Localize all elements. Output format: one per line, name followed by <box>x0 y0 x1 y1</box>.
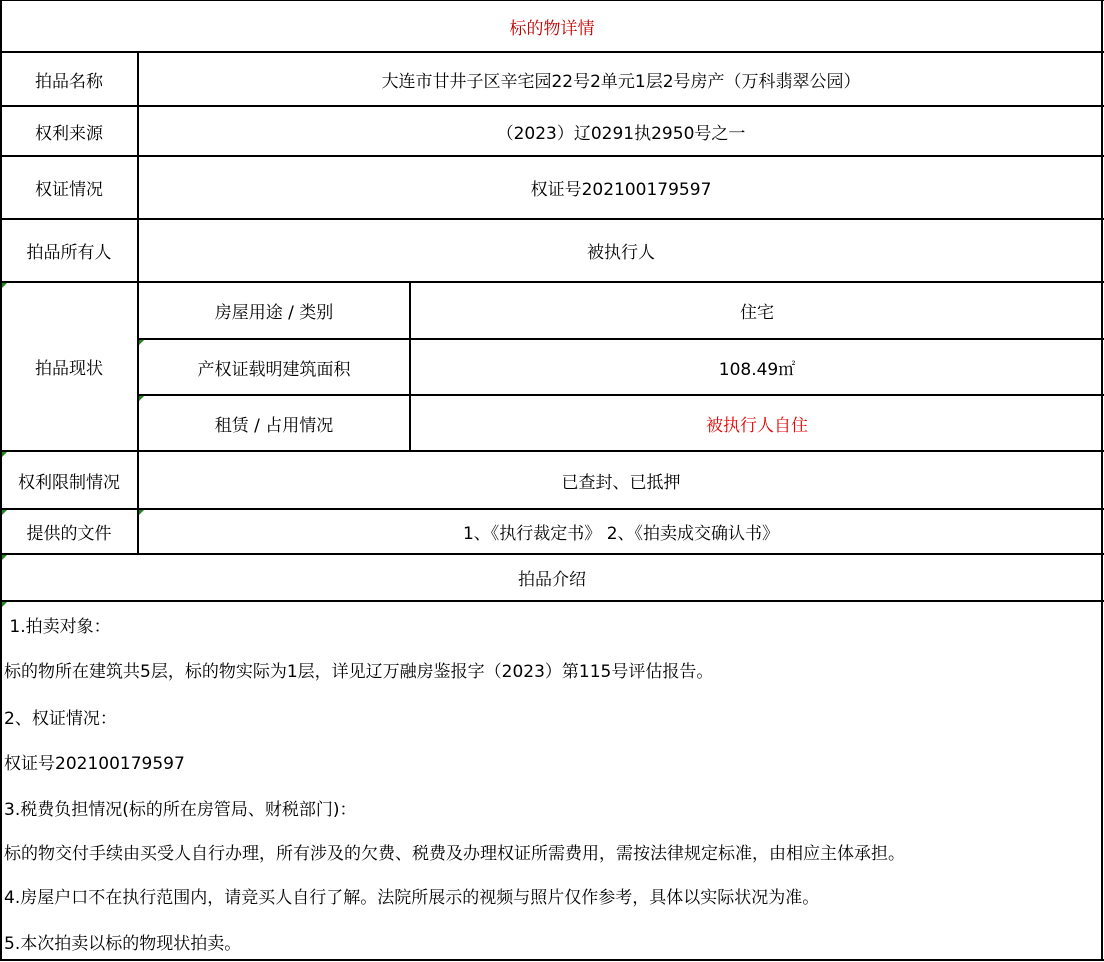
intro-paragraph: 3.税费负担情况(标的所在房管局、财税部门)： <box>4 800 357 820</box>
label-lease: 租赁 / 占用情况 <box>214 415 334 436</box>
value-item-name: 大连市甘井子区辛宅园22号2单元1层2号房产（万科翡翠公园） <box>381 71 861 92</box>
intro-heading: 拍品介绍 <box>518 570 586 590</box>
value-certificate: 权证号202100179597 <box>530 180 712 200</box>
label-owner: 拍品所有人 <box>26 243 112 263</box>
page-title: 标的物详情 <box>509 18 595 39</box>
value-area: 108.49㎡ <box>718 359 796 380</box>
label-documents: 提供的文件 <box>26 524 112 544</box>
intro-paragraph: 5.本次拍卖以标的物现状拍卖。 <box>4 934 242 954</box>
value-rights-source: （2023）辽0291执2950号之一 <box>496 123 746 144</box>
intro-paragraph: 标的物所在建筑共5层，标的物实际为1层，详见辽万融房鉴报字（2023）第115号评估报告。 <box>4 662 714 682</box>
label-certificate: 权证情况 <box>35 180 103 200</box>
intro-paragraph: 2、权证情况： <box>4 709 117 729</box>
value-documents: 1、《执行裁定书》 2、《拍卖成交确认书》 <box>462 524 780 544</box>
intro-paragraph: 1.拍卖对象： <box>4 617 111 637</box>
intro-paragraph: 标的物交付手续由买受人自行办理，所有涉及的欠费、税费及办理权证所需费用，需按法律规定标准，由相应主体承担。 <box>4 844 905 864</box>
label-area: 产权证载明建筑面积 <box>197 359 351 380</box>
label-item-status: 拍品现状 <box>35 359 103 379</box>
label-rights-source: 权利来源 <box>35 123 103 144</box>
intro-paragraph: 权证号202100179597 <box>4 754 185 774</box>
label-usage: 房屋用途 / 类别 <box>214 303 334 323</box>
intro-paragraph: 4.房屋户口不在执行范围内，请竞买人自行了解。法院所展示的视频与照片仅作参考，具体以实际状况为准。 <box>4 888 820 908</box>
value-usage: 住宅 <box>740 303 774 323</box>
value-restriction: 已查封、已抵押 <box>561 472 681 493</box>
value-owner: 被执行人 <box>587 243 655 263</box>
value-lease: 被执行人自住 <box>706 415 808 436</box>
label-restriction: 权利限制情况 <box>18 472 120 493</box>
label-item-name: 拍品名称 <box>35 71 103 92</box>
